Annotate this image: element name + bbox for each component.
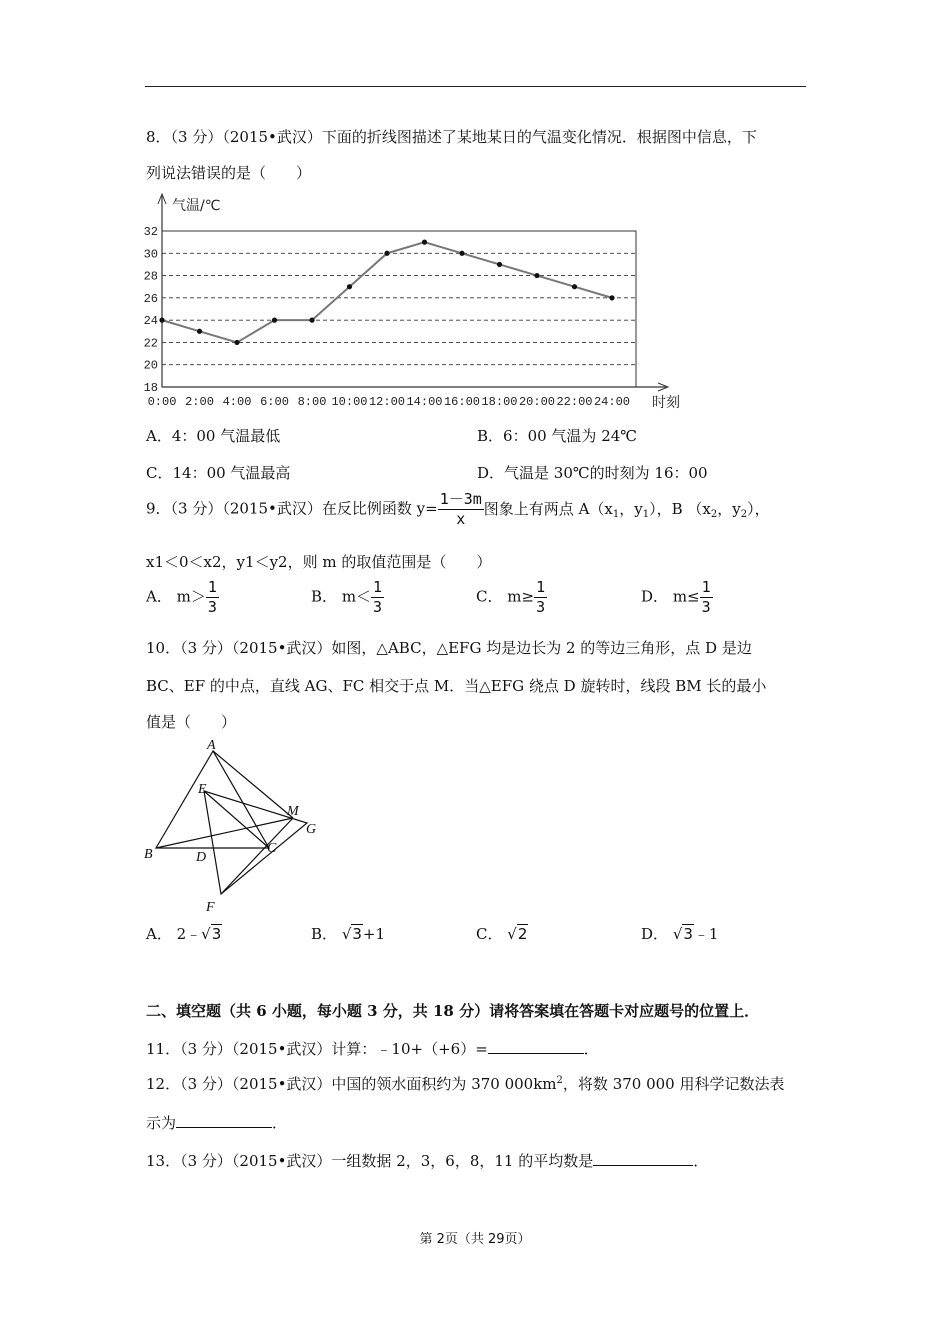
q10-option-c: C． √2 xyxy=(476,925,528,943)
page-footer: 第 2页（共 29页） xyxy=(419,1232,531,1247)
q10-stem-line2: BC、EF 的中点，直线 AG、FC 相交于点 M．当△EFG 绕点 D 旋转时，线段 BM 长的最小 xyxy=(146,677,767,695)
y-tick-18: 18 xyxy=(143,381,158,395)
data-point-10:00 xyxy=(347,284,352,289)
y-tick-22: 22 xyxy=(143,336,158,351)
x-tick-20:00: 20:00 xyxy=(518,395,556,409)
q9-frac-den: x xyxy=(456,510,466,528)
x-tick-12:00: 12:00 xyxy=(368,395,406,409)
line-fm xyxy=(221,818,293,894)
data-point-18:00 xyxy=(497,262,502,267)
q12-line2: 示为 ． xyxy=(146,1114,288,1132)
data-point-0:00 xyxy=(159,318,164,323)
q10-option-d: D． √3﹣1 xyxy=(641,925,719,943)
data-point-16:00 xyxy=(459,251,464,256)
q13-answer-blank[interactable] xyxy=(593,1151,693,1166)
segment-ec xyxy=(204,791,269,848)
q9-option-c: C． m≥ $\frac{1}{3}$ xyxy=(476,578,546,616)
y-tick-20: 20 xyxy=(143,358,158,373)
q8-option-c: C．14：00 气温最高 xyxy=(146,464,291,482)
data-point-20:00 xyxy=(534,273,539,278)
q9-fraction xyxy=(438,492,484,527)
data-point-12:00 xyxy=(384,251,389,256)
q9-stem-line1 xyxy=(146,492,770,527)
label-a: A xyxy=(207,738,216,753)
q10-stem-line3: 值是（ ） xyxy=(146,713,237,731)
y-tick-28: 28 xyxy=(143,269,158,284)
header-rule xyxy=(145,86,806,87)
label-c: C xyxy=(267,841,277,856)
x-tick-14:00: 14:00 xyxy=(406,395,443,409)
q9-stem-line2: x1＜0＜x2，y1＜y2，则 m 的取值范围是（ ） xyxy=(146,553,492,571)
data-point-22:00 xyxy=(572,284,577,289)
q11-answer-blank[interactable] xyxy=(488,1039,584,1054)
plot-frame xyxy=(162,231,636,387)
y-tick-32: 32 xyxy=(143,225,158,239)
q9-option-d: D． m≤ $\frac{1}{3}$ xyxy=(641,578,711,616)
q9-option-b: B． m＜ $\frac{1}{3}$ xyxy=(311,578,383,616)
label-m: M xyxy=(287,804,299,819)
q10-stem-line1: 10．（3 分）（2015•武汉）如图，△ABC，△EFG 均是边长为 2 的等边三角形，点 D 是边 xyxy=(146,639,752,657)
y-tick-30: 30 xyxy=(143,247,158,262)
x-tick-6:00: 6:00 xyxy=(260,395,289,409)
triangle-figure xyxy=(138,737,328,917)
q9-frac-num: 1－3m xyxy=(439,490,482,508)
q8-stem-line2: 列说法错误的是（ ） xyxy=(146,164,312,182)
data-point-14:00 xyxy=(422,240,427,245)
x-axis-title: 时刻 xyxy=(652,395,680,411)
y-axis-title: 气温/℃ xyxy=(172,198,221,214)
q8-option-b: B．6：00 气温为 24℃ xyxy=(477,427,638,445)
x-tick-22:00: 22:00 xyxy=(556,395,593,409)
q8-option-d: D．气温是 30℃的时刻为 16：00 xyxy=(477,464,708,482)
label-g: G xyxy=(306,822,317,837)
temperature-line-chart xyxy=(140,188,680,413)
x-tick-8:00: 8:00 xyxy=(297,395,327,409)
x-tick-0:00: 0:00 xyxy=(147,395,177,409)
section2-heading: 二、填空题（共 6 小题，每小题 3 分，共 18 分）请将答案填在答题卡对应题号的位置上． xyxy=(146,1002,760,1020)
x-tick-18:00: 18:00 xyxy=(481,395,518,409)
q11: 11．（3 分）（2015•武汉）计算：﹣10+（+6）= ． xyxy=(146,1040,599,1058)
data-point-8:00 xyxy=(309,318,314,323)
line-am xyxy=(213,751,293,818)
data-point-6:00 xyxy=(272,318,277,323)
q13: 13．（3 分）（2015•武汉）一组数据 2，3，6，8，11 的平均数是 ． xyxy=(146,1152,709,1170)
y-tick-26: 26 xyxy=(143,291,158,306)
data-point-2:00 xyxy=(197,329,202,334)
temperature-series-line xyxy=(162,242,612,342)
q9-stem-post: 图象上有两点 $A(x_1$，$y_1$），B （$x_2$，$y_2$）， xyxy=(483,499,770,520)
x-tick-24:00: 24:00 xyxy=(593,395,631,409)
q8-stem-line1: 8．（3 分）（2015•武汉）下面的折线图描述了某地某日的气温变化情况．根据图中信息，下 xyxy=(146,128,757,146)
label-f: F xyxy=(206,900,215,915)
q12-line1: 12．（3 分）（2015•武汉）中国的领水面积约为 370 $000km^2$，将数 370 000 用科学记数法表 xyxy=(146,1075,785,1093)
data-point-4:00 xyxy=(234,340,239,345)
q9-stem-pre: 9．（3 分）（2015•武汉）在反比例函数 y= xyxy=(146,499,438,518)
label-d: D xyxy=(196,850,207,865)
x-tick-16:00: 16:00 xyxy=(443,395,481,409)
q9-option-a: A． m＞ $\frac{1}{3}$ xyxy=(146,578,217,616)
y-tick-24: 24 xyxy=(143,314,158,329)
data-point-24:00 xyxy=(609,295,614,300)
q12-answer-blank[interactable] xyxy=(176,1113,272,1128)
q8-option-a: A．4：00 气温最低 xyxy=(146,427,281,445)
q10-option-a: A． 2﹣√3 xyxy=(146,925,222,943)
label-e: E xyxy=(198,782,207,797)
q10-option-b: B． √3+1 xyxy=(311,925,386,943)
x-tick-4:00: 4:00 xyxy=(222,395,252,409)
x-tick-10:00: 10:00 xyxy=(331,395,368,409)
x-tick-2:00: 2:00 xyxy=(185,395,214,409)
label-b: B xyxy=(144,847,153,862)
